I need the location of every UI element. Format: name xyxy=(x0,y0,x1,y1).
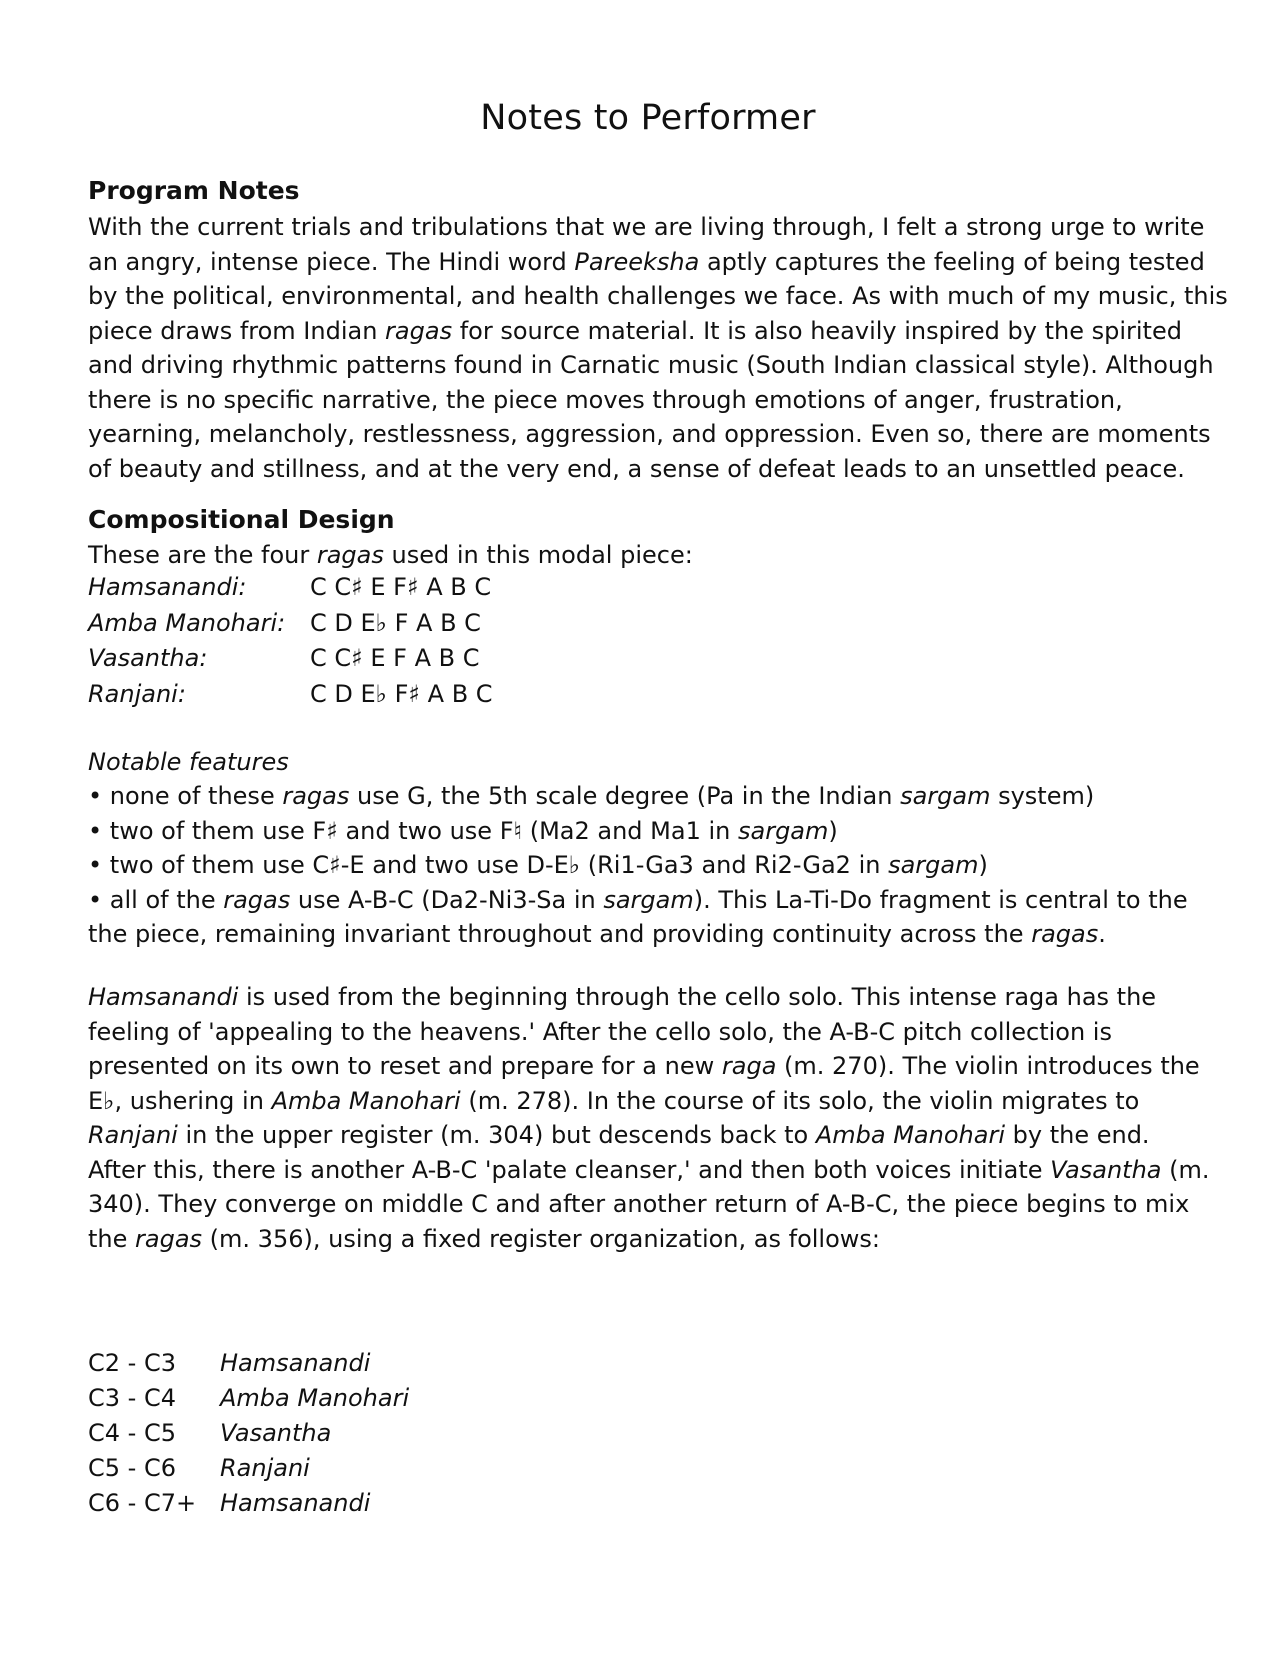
text-line: there is no specific narrative, the piece moves through emotions of anger, frustration, xyxy=(88,385,1123,414)
text-line: With the current trials and tribulations that we are living through, I felt a strong urge to write xyxy=(88,213,1205,241)
raga-notes: C D E♭ F♯ A B C xyxy=(310,679,493,708)
raga-notes: C C♯ E F A B C xyxy=(310,644,480,672)
raga-row xyxy=(88,677,493,713)
text-line: • two of them use F♯ and two use F♮ (Ma2 and Ma1 in sargam) xyxy=(88,816,838,845)
register-row: C3 - C4 Amba Manohari xyxy=(88,1384,410,1412)
text-line: an angry, intense piece. The Hindi word Pareeksha aptly captures the feeling of being tested xyxy=(88,247,1205,276)
text-line: Ranjani in the upper register (m. 304) but descends back to Amba Manohari by the end. xyxy=(88,1121,1150,1149)
text-line: and driving rhythmic patterns found in Carnatic music (South Indian classical style). Although xyxy=(88,351,1214,379)
text-line: These are the four ragas used in this modal piece: xyxy=(88,541,693,569)
text-line: of beauty and stillness, and at the very end, a sense of defeat leads to an unsettled peace. xyxy=(88,454,1185,483)
page-title: Notes to Performer xyxy=(480,98,816,138)
program-notes-heading: Program Notes xyxy=(88,176,300,205)
raga-name: Hamsanandi: xyxy=(88,573,247,601)
raga-row xyxy=(88,641,493,677)
raga-name: Vasantha: xyxy=(88,644,208,672)
raga-table xyxy=(88,570,493,712)
register-table xyxy=(88,1346,409,1521)
raga-row xyxy=(88,606,493,642)
notable-features-heading: Notable features xyxy=(88,748,289,776)
text-line: 340). They converge on middle C and after another return of A-B-C, the piece begins to mix xyxy=(88,1190,1190,1218)
narrative-paragraph xyxy=(88,980,1208,1256)
register-row: C4 - C5 Vasantha xyxy=(88,1419,332,1447)
raga-name: Ranjani: xyxy=(88,679,186,708)
text-line: Hamsanandi is used from the beginning through the cello solo. This intense raga has the xyxy=(88,983,1157,1011)
text-line: • two of them use C♯-E and two use D-E♭ (Ri1-Ga3 and Ri2-Ga2 in sargam) xyxy=(88,851,988,879)
register-row: C5 - C6 Ranjani xyxy=(88,1454,310,1482)
text-line: the piece, remaining invariant throughout and providing continuity across the ragas. xyxy=(88,920,1106,948)
compositional-design-intro xyxy=(88,538,1208,573)
text-line: • all of the ragas use A-B-C (Da2-Ni3-Sa in sargam). This La-Ti-Do fragment is central to the xyxy=(88,885,1188,914)
raga-notes: C C♯ E F♯ A B C xyxy=(310,573,492,601)
text-line: by the political, environmental, and health challenges we face. As with much of my music, this xyxy=(88,282,1228,310)
text-line: yearning, melancholy, restlessness, aggression, and oppression. Even so, there are moments xyxy=(88,420,1211,448)
raga-notes: C D E♭ F A B C xyxy=(310,608,481,637)
program-notes-paragraph xyxy=(88,210,1228,486)
text-line: After this, there is another A-B-C 'palate cleanser,' and then both voices initiate Vasantha (m. xyxy=(88,1155,1210,1184)
compositional-design-heading: Compositional Design xyxy=(88,505,395,534)
text-line: E♭, ushering in Amba Manohari (m. 278). In the course of its solo, the violin migrates to xyxy=(88,1086,1140,1115)
text-line: the ragas (m. 356), using a fixed register organization, as follows: xyxy=(88,1224,880,1253)
register-row: C2 - C3 Hamsanandi xyxy=(88,1349,371,1377)
text-line: feeling of 'appealing to the heavens.' After the cello solo, the A-B-C pitch collection is xyxy=(88,1017,1112,1046)
text-line: • none of these ragas use G, the 5th scale degree (Pa in the Indian sargam system) xyxy=(88,782,1095,810)
text-line: piece draws from Indian ragas for source material. It is also heavily inspired by the spirited xyxy=(88,316,1182,345)
text-line: presented on its own to reset and prepare for a new raga (m. 270). The violin introduces the xyxy=(88,1052,1200,1080)
notable-features-list xyxy=(88,779,1208,952)
register-row: C6 - C7+ Hamsanandi xyxy=(88,1489,371,1517)
raga-row xyxy=(88,570,493,606)
raga-name: Amba Manohari: xyxy=(88,608,286,637)
